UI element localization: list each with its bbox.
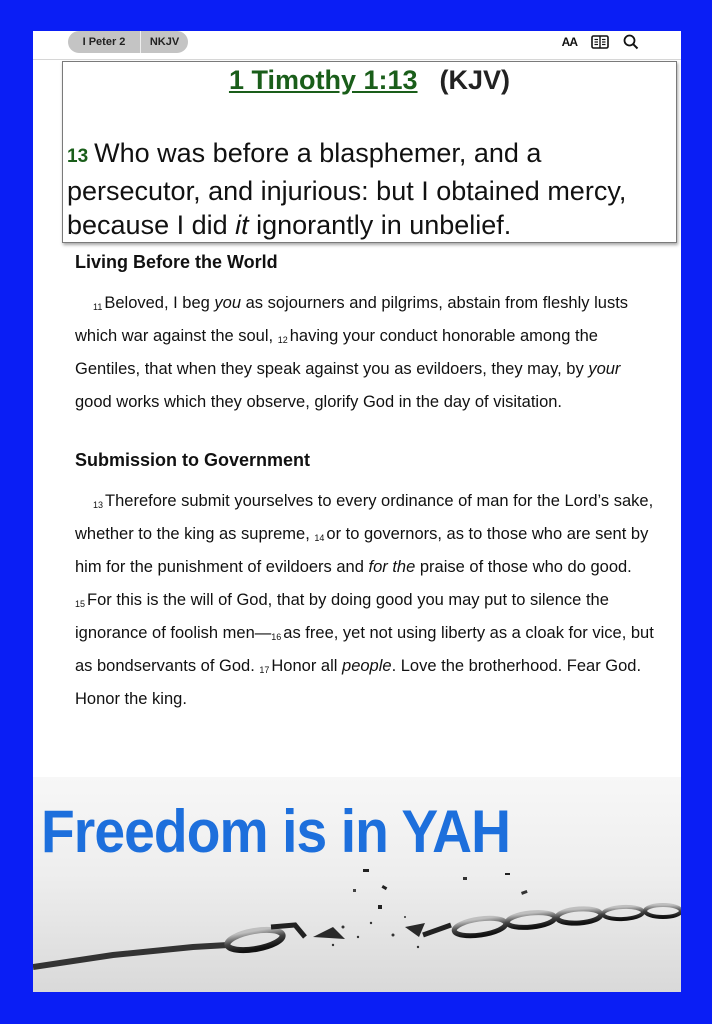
search-icon[interactable] bbox=[623, 34, 639, 50]
paragraph-text: praise of those who do good. bbox=[415, 558, 632, 576]
paragraph-text: as free, yet not using liberty as a cloak for vice, but as bondservants of God. bbox=[75, 624, 654, 675]
paragraph-text: good works which they observe, glorify God in the day of visitation. bbox=[75, 393, 562, 411]
verse-number: 15 bbox=[75, 599, 86, 609]
book-chapter-button[interactable]: I Peter 2 bbox=[68, 31, 141, 53]
paragraph-text: For this is the will of God, that by doing good you may put to silence the ignorance of foolish men— bbox=[75, 591, 609, 642]
paragraph-text: . Love the brotherhood. Fear God. Honor the king. bbox=[75, 657, 642, 708]
verse-text: Who was before a blasphemer, and a persecutor, and injurious: but I obtained mercy, because I did bbox=[67, 138, 627, 240]
verse-number: 16 bbox=[271, 632, 282, 642]
paragraph-text: Therefore submit yourselves to every ordinance of man for the Lord’s sake, whether to the king as supreme, bbox=[75, 492, 654, 543]
verse-number: 13 bbox=[93, 500, 104, 510]
banner-title: Freedom is in YAH bbox=[41, 798, 511, 865]
paragraph-text-italic: you bbox=[214, 294, 242, 312]
verse-text-end: ignorantly in unbelief. bbox=[248, 210, 512, 240]
banner-image bbox=[33, 777, 681, 992]
verse-card bbox=[62, 61, 677, 243]
verse-number: 11 bbox=[93, 302, 103, 312]
toolbar-icons bbox=[562, 33, 639, 51]
paragraph-text: as sojourners and pilgrims, abstain from fleshly lusts which war against the soul, bbox=[75, 294, 629, 345]
version-button[interactable]: NKJV bbox=[149, 36, 180, 48]
section-heading: Submission to Government bbox=[75, 450, 311, 470]
verse-card-title bbox=[63, 65, 676, 96]
verse-number: 17 bbox=[259, 665, 270, 675]
paragraph-text: or to governors, as to those who are sent by him for the punishment of evildoers and bbox=[75, 525, 649, 576]
verse-card-version: (KJV) bbox=[439, 65, 511, 95]
passage-selector[interactable] bbox=[68, 31, 188, 53]
verse-card-text bbox=[67, 136, 671, 242]
paragraph-text-italic: your bbox=[588, 360, 621, 378]
paragraph bbox=[75, 485, 655, 716]
verse-reference-link[interactable]: 1 Timothy 1:13 bbox=[228, 65, 418, 95]
verse-number: 13 bbox=[67, 146, 89, 167]
paragraph-text: Beloved, I beg bbox=[104, 294, 215, 312]
verse-number: 12 bbox=[277, 335, 288, 345]
text-size-icon[interactable]: AA bbox=[561, 35, 577, 49]
paragraph bbox=[75, 287, 655, 419]
verse-number: 14 bbox=[314, 533, 325, 543]
paragraph-text: Honor all bbox=[271, 657, 343, 675]
paragraph-text-italic: people bbox=[342, 657, 392, 675]
paragraph-text-italic: for the bbox=[368, 558, 416, 576]
top-toolbar bbox=[33, 31, 681, 60]
chapter-content bbox=[75, 247, 655, 716]
paragraph-text: having your conduct honorable among the Gentiles, that when they speak against you as evildoers, they may, by bbox=[75, 327, 598, 378]
section-heading: Living Before the World bbox=[75, 252, 278, 272]
verse-text-italic: it bbox=[235, 210, 249, 240]
reader-page bbox=[33, 31, 681, 992]
book-icon[interactable] bbox=[591, 35, 609, 49]
